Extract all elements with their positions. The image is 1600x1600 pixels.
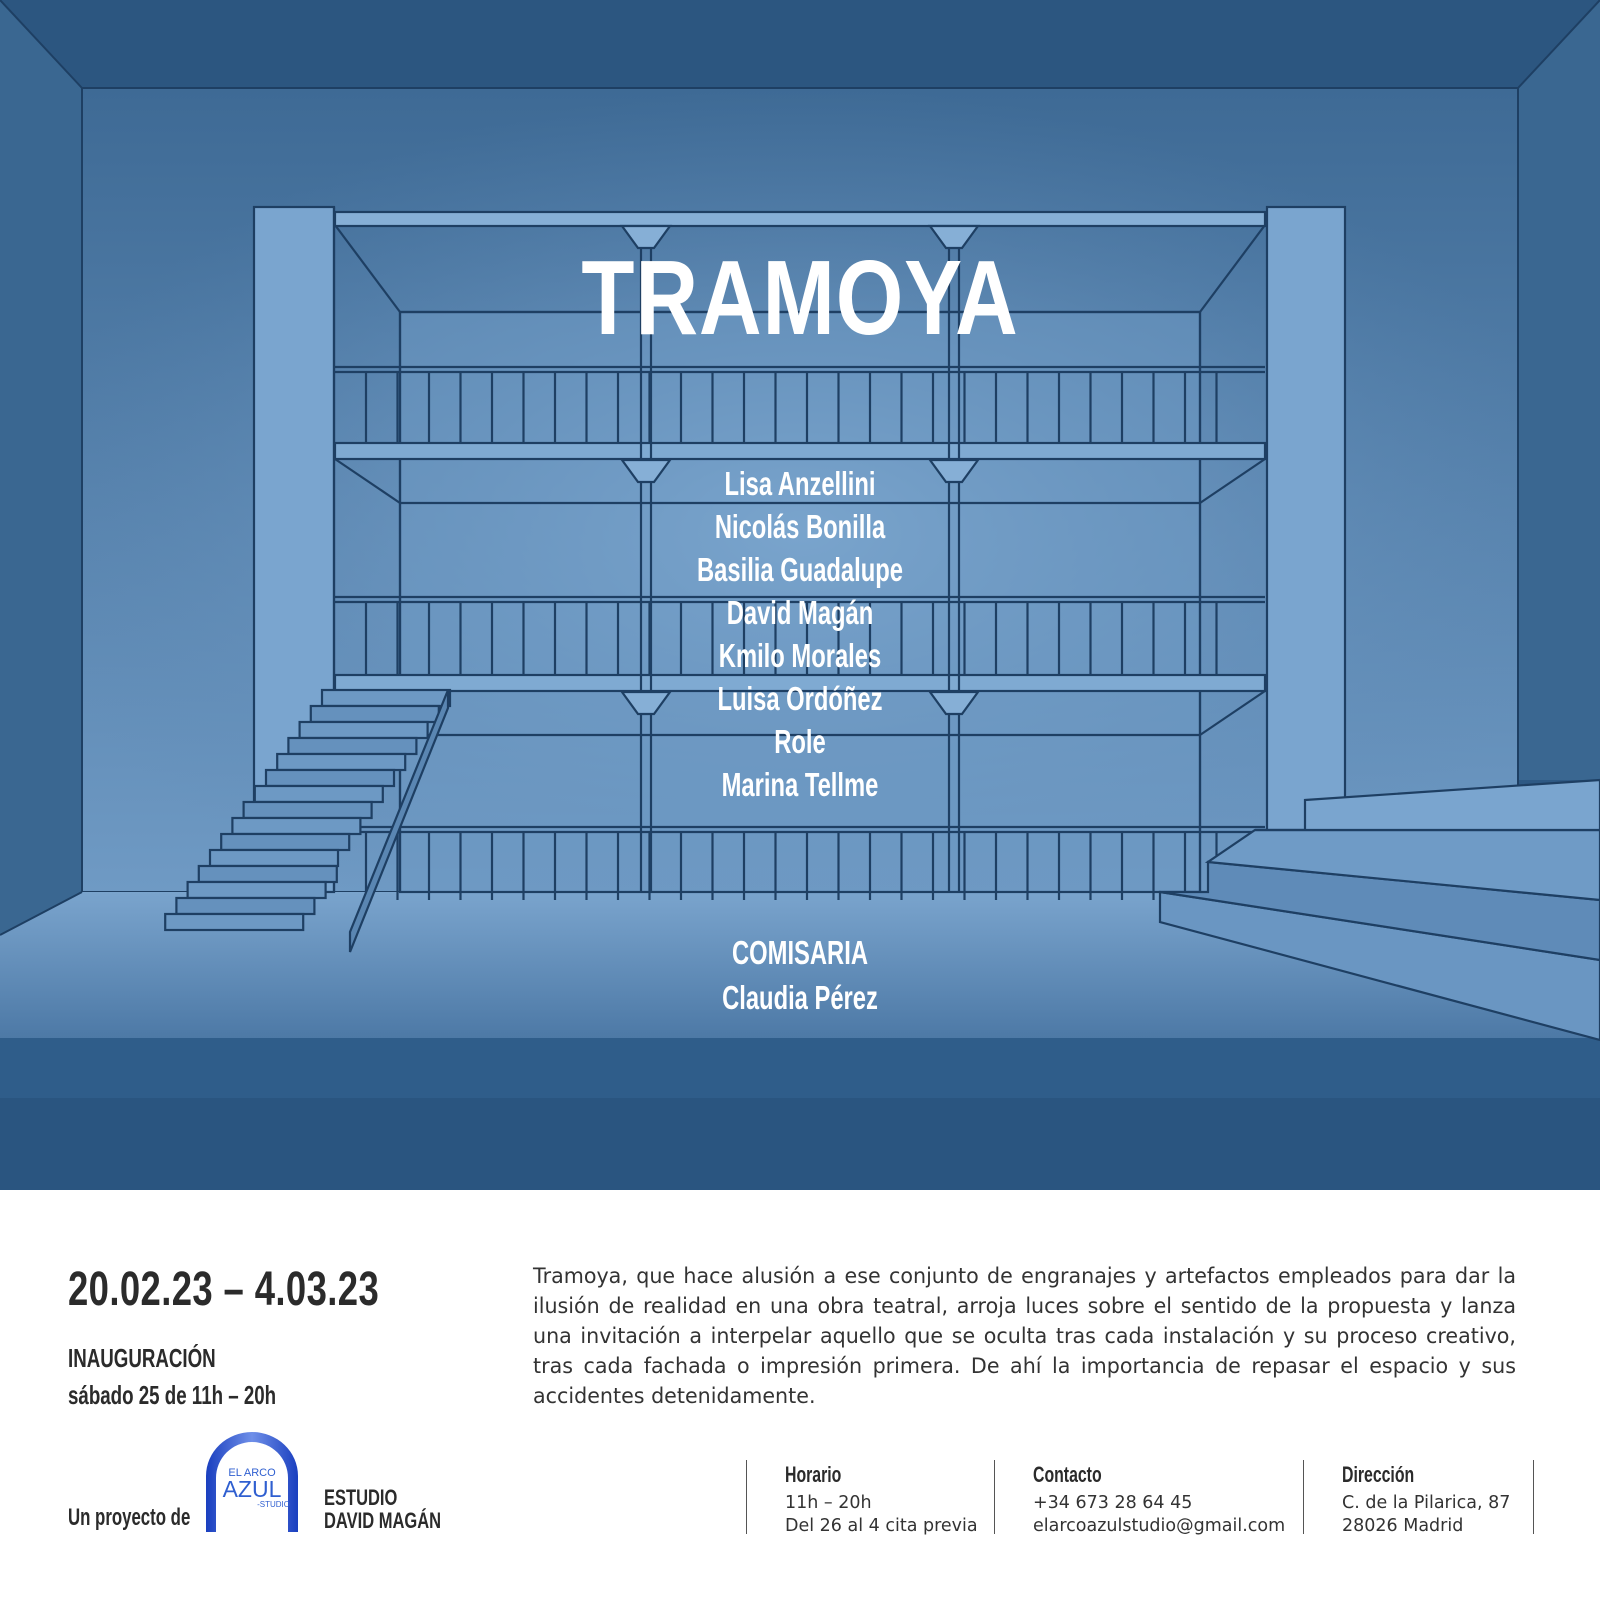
curator-block [224,930,1376,1020]
hours-info [746,1460,995,1534]
logo-line-1: EL ARCO [228,1467,276,1479]
opening-label: INAUGURACIÓN [68,1343,216,1373]
opening-block [68,1340,276,1414]
curator-name: Claudia Pérez [722,979,878,1016]
address-info [1303,1460,1532,1534]
hours-line-2: Del 26 al 4 cita previa [785,1516,978,1536]
hours-line-1: 11h – 20h [785,1493,872,1513]
address-city: 28026 Madrid [1342,1516,1464,1536]
artist-name: Marina Tellme [721,766,879,803]
contact-phone[interactable]: +34 673 28 64 45 [1033,1493,1193,1513]
contact-title: Contacto [1033,1462,1102,1487]
project-credit-label: Un proyecto de [68,1504,191,1531]
exhibition-dates: 20.02.23 – 4.03.23 [68,1263,380,1316]
opening-time: sábado 25 de 11h – 20h [68,1380,277,1410]
artist-name: Kmilo Morales [718,637,882,674]
artist-name: Nicolás Bonilla [714,508,886,545]
artist-name: Lisa Anzellini [724,465,876,502]
contact-email[interactable]: elarcoazulstudio@gmail.com [1033,1516,1286,1536]
artist-name: Luisa Ordóñez [717,680,883,717]
logo-wordmark [206,1468,298,1510]
contact-info [994,1460,1295,1534]
exhibition-title: TRAMOYA [581,239,1019,357]
studio-line-1: ESTUDIO [324,1485,398,1510]
artist-name: Role [774,723,826,760]
info-divider [1533,1460,1534,1534]
curator-label: COMISARIA [732,934,868,971]
studio-line-2: DAVID MAGÁN [324,1508,442,1533]
artist-name: David Magán [726,594,874,631]
artist-name: Basilia Guadalupe [697,551,903,588]
address-street: C. de la Pilarica, 87 [1342,1493,1511,1513]
hours-title: Horario [785,1462,842,1487]
logo-line-2: AZUL [222,1476,282,1502]
exhibition-description: Tramoya, que hace alusión a ese conjunto de engranajes y artefactos empleados para dar la ilusión de realidad en una obra teatral, arroja luces sobre el sentido de la propuesta y lanza una invitación a interpelar aquello que se oculta tras cada instalación y su proceso creativo, tras cada fachada o impresión primera. De ahí la importancia de repasar el espacio y sus accidentes detenidamente. [533,1264,1516,1408]
artist-list [224,462,1376,806]
address-title: Dirección [1342,1462,1415,1487]
logo-line-3: -STUDIO [257,1500,290,1509]
studio-credit [324,1486,441,1532]
